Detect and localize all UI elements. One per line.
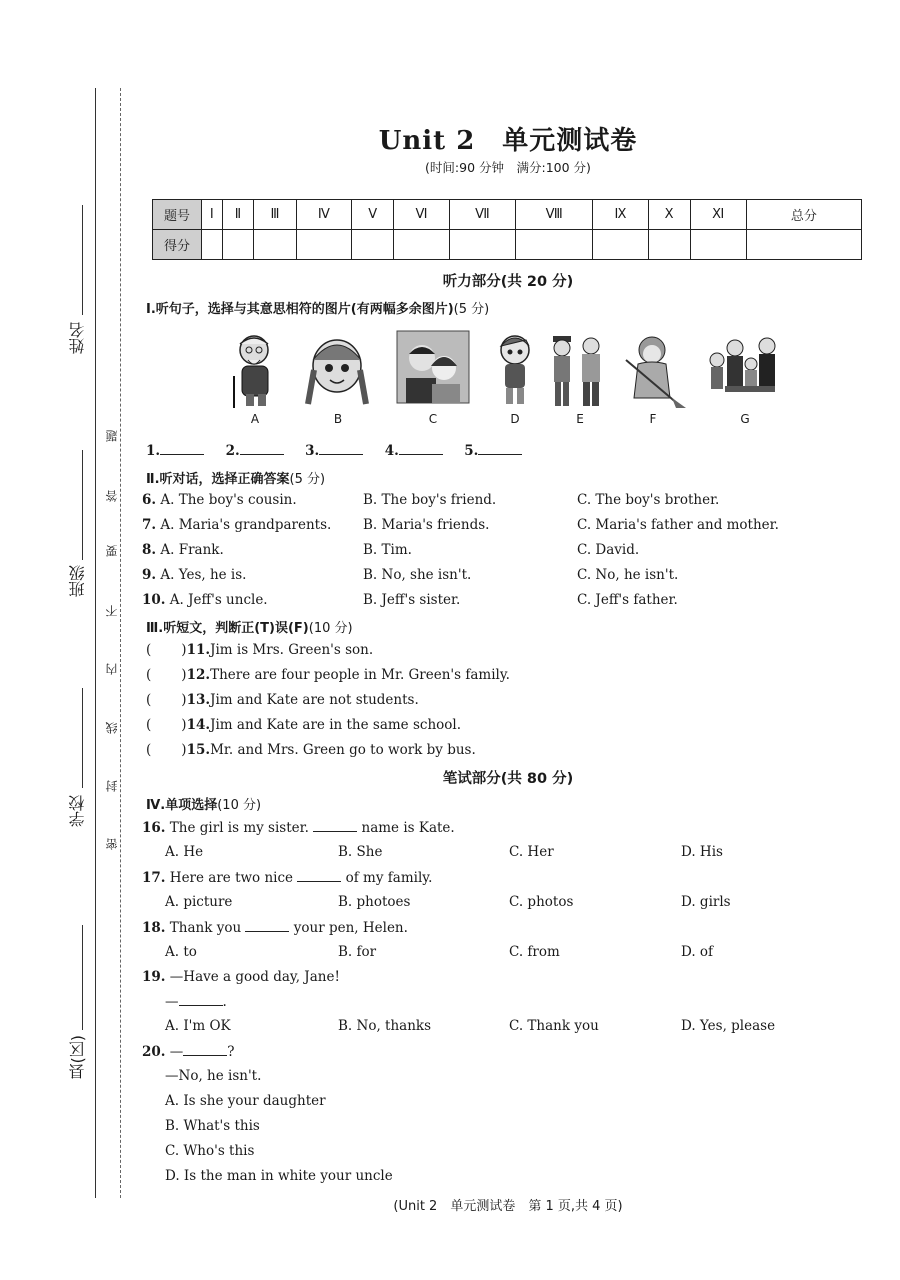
option-b[interactable]: B. No, she isn't. [363,567,472,583]
score-col-header: Ⅶ [449,200,515,230]
option-a[interactable]: A. picture [165,894,233,910]
tf-text: There are four people in Mr. Green's family. [210,667,510,683]
part2-heading-text: Ⅱ.听对话，选择正确答案 [146,472,290,487]
question-text: name is Kate. [361,820,455,836]
score-col-header: Ⅴ [352,200,394,230]
option-a[interactable]: A. Frank. [160,542,224,558]
answer-blank[interactable] [245,919,289,932]
question-16 [142,819,455,836]
question-17 [142,869,432,886]
answer-number: 2. [225,443,240,459]
option-d[interactable]: D. His [681,844,723,860]
picture-g-family [705,330,779,410]
tf-item [146,742,476,758]
class-blank [82,450,83,560]
question-20 [142,1043,235,1060]
picture-label: C [428,412,438,426]
tf-answer-bracket[interactable]: ( ) [146,642,187,658]
option-d[interactable]: D. girls [681,894,731,910]
name-label: 姓名 [68,322,87,354]
part4-heading [146,794,261,813]
tf-answer-bracket[interactable]: ( ) [146,667,187,683]
option-c[interactable]: C. The boy's brother. [577,492,720,508]
picture-a-grandfather [218,330,292,410]
score-cell[interactable] [648,230,690,260]
picture-c-couple-photo [396,330,470,410]
part3-heading [146,617,353,636]
score-cell[interactable] [690,230,746,260]
score-cell[interactable] [254,230,296,260]
score-col-header: Ⅱ [222,200,254,230]
score-col-header: Ⅷ [516,200,593,230]
option-b[interactable]: B. No, thanks [338,1018,431,1034]
row-label-score: 得分 [153,230,202,260]
question-row [142,592,268,608]
option-d[interactable]: D. Yes, please [681,1018,776,1034]
seal-char: 封 [105,780,119,792]
tf-number: 11. [186,642,211,658]
question-20-line2: —No, he isn't. [165,1068,262,1084]
answer-blank[interactable] [313,819,357,832]
option-c[interactable]: C. Maria's father and mother. [577,517,779,533]
question-text: Thank you [169,920,242,936]
seal-char: 密 [105,838,119,850]
answer-blank[interactable] [399,442,443,455]
score-value-row [153,230,862,260]
score-header-row [153,200,862,230]
seal-char: 线 [105,722,119,734]
picture-label: G [740,412,750,426]
part4-heading-text: Ⅳ.单项选择 [146,798,218,813]
option-c[interactable]: C. David. [577,542,640,558]
picture-e-two-men [543,330,617,410]
answer-blank[interactable] [240,442,284,455]
answer-number: 5. [464,443,479,459]
question-number: 10. [142,592,166,608]
question-19 [142,969,340,985]
question-number: 18. [142,920,166,936]
tf-item [146,717,461,733]
school-label: 学校 [68,795,87,827]
answer-number: 3. [305,443,320,459]
score-col-header: Ⅺ [690,200,746,230]
listening-section-title: 听力部分(共 20 分) [442,274,574,290]
option-a[interactable]: A. He [165,844,204,860]
answer-blank[interactable] [160,442,204,455]
question-number: 19. [142,969,166,985]
option-a[interactable]: A. Yes, he is. [160,567,247,583]
row-label-question-number: 题号 [153,200,202,230]
score-cell[interactable] [449,230,515,260]
option-c[interactable]: C. Jeff's father. [577,592,678,608]
punctuation: ? [227,1044,235,1060]
tf-text: Mr. and Mrs. Green go to work by bus. [210,742,476,758]
option-b[interactable]: B. The boy's friend. [363,492,497,508]
part1-points: (5 分) [453,302,490,317]
score-cell[interactable] [746,230,861,260]
picture-label: D [510,412,520,426]
option-b[interactable]: B. She [338,844,383,860]
punctuation: . [222,994,227,1010]
score-cell[interactable] [593,230,648,260]
option-c[interactable]: C. photos [509,894,574,910]
picture-label: A [250,412,260,426]
option-d[interactable]: D. Is the man in white your uncle [165,1168,393,1184]
answer-number: 4. [384,443,399,459]
part2-heading [146,468,325,487]
writing-section-title: 笔试部分(共 80 分) [442,771,574,787]
answer-number: 1. [146,443,161,459]
question-text: Here are two nice [169,870,294,886]
question-text: of my family. [345,870,433,886]
part2-points: (5 分) [289,472,326,487]
tf-answer-bracket[interactable]: ( ) [146,717,187,733]
dialogue-dash: — [169,1044,184,1060]
score-col-header: Ⅳ [296,200,351,230]
option-c[interactable]: C. from [509,944,560,960]
seal-char: 内 [105,663,119,675]
score-col-header: Ⅹ [648,200,690,230]
question-18 [142,919,408,936]
county-blank [82,925,83,1030]
option-a[interactable]: A. Maria's grandparents. [160,517,332,533]
score-col-header: Ⅰ [202,200,223,230]
tf-number: 15. [186,742,211,758]
option-c[interactable]: C. Her [509,844,554,860]
score-col-header: Ⅵ [394,200,449,230]
question-number: 16. [142,820,166,836]
picture-label: F [649,412,657,426]
option-a[interactable]: A. to [165,944,197,960]
picture-b-girl [300,330,374,410]
question-number: 20. [142,1044,166,1060]
option-c[interactable]: C. No, he isn't. [577,567,679,583]
tf-item [146,667,510,683]
tf-number: 12. [186,667,211,683]
page-footer: (Unit 2 单元测试卷 第 1 页,共 4 页) [393,1199,623,1214]
part1-heading [146,298,489,317]
question-text: The girl is my sister. [169,820,309,836]
option-b[interactable]: B. for [338,944,377,960]
seal-char: 答 [105,490,119,502]
answer-blank[interactable] [297,869,341,882]
tf-text: Jim and Kate are in the same school. [210,717,462,733]
answer-blank[interactable] [179,993,223,1006]
part3-heading-text: Ⅲ.听短文，判断正(T)误(F) [146,621,309,636]
question-row [142,567,246,583]
question-row [142,492,297,508]
option-a[interactable]: A. Jeff's uncle. [169,592,268,608]
option-c[interactable]: C. Thank you [509,1018,599,1034]
binding-solid-line [95,88,96,1198]
option-b[interactable]: B. Jeff's sister. [363,592,461,608]
option-a[interactable]: A. The boy's cousin. [160,492,297,508]
score-col-header: 总分 [746,200,861,230]
answer-blank[interactable] [319,442,363,455]
part1-heading-text: Ⅰ.听句子，选择与其意思相符的图片(有两幅多余图片) [146,302,454,317]
seal-char: 不 [105,605,119,617]
county-label: 县(区) [68,1035,87,1080]
answer-blank[interactable] [183,1043,227,1056]
question-number: 17. [142,870,166,886]
part3-points: (10 分) [308,621,353,636]
option-c[interactable]: C. Who's this [165,1143,255,1159]
score-cell[interactable] [516,230,593,260]
picture-d-boy [478,330,552,410]
tf-answer-bracket[interactable]: ( ) [146,692,187,708]
tf-number: 13. [186,692,211,708]
question-number: 9. [142,567,157,583]
score-table [152,199,862,260]
tf-item [146,642,373,658]
question-number: 8. [142,542,157,558]
option-a[interactable]: A. I'm OK [165,1018,231,1034]
tf-text: Jim and Kate are not students. [210,692,419,708]
option-a[interactable]: A. Is she your daughter [165,1093,326,1109]
class-label: 班级 [68,565,87,597]
part4-points: (10 分) [217,798,262,813]
option-b[interactable]: B. Maria's friends. [363,517,490,533]
picture-label: B [333,412,343,426]
tf-item [146,692,419,708]
question-text: your pen, Helen. [293,920,408,936]
score-cell[interactable] [296,230,351,260]
tf-text: Jim is Mrs. Green's son. [210,642,374,658]
question-number: 7. [142,517,157,533]
seal-char: 题 [105,430,119,442]
option-b[interactable]: B. photoes [338,894,411,910]
score-cell[interactable] [222,230,254,260]
name-blank [82,205,83,315]
answer-blank[interactable] [478,442,522,455]
score-cell[interactable] [394,230,449,260]
score-cell[interactable] [352,230,394,260]
question-19-line2 [165,993,227,1010]
binding-dashed-line [120,88,121,1198]
tf-answer-bracket[interactable]: ( ) [146,742,187,758]
question-row [142,542,224,558]
question-row [142,517,331,533]
score-col-header: Ⅸ [593,200,648,230]
score-col-header: Ⅲ [254,200,296,230]
question-number: 6. [142,492,157,508]
option-d[interactable]: D. of [681,944,714,960]
question-text: —Have a good day, Jane! [169,969,340,985]
score-cell[interactable] [202,230,223,260]
page-title: Unit 2 单元测试卷 [378,126,638,156]
seal-char: 要 [105,545,119,557]
option-b[interactable]: B. Tim. [363,542,412,558]
dialogue-dash: — [165,994,179,1010]
picture-label: E [576,412,584,426]
page-subtitle: (时间:90 分钟 满分:100 分) [425,160,591,175]
option-b[interactable]: B. What's this [165,1118,260,1134]
picture-f-grandmother-sweeping [618,330,692,410]
tf-number: 14. [186,717,211,733]
part1-answer-row [146,442,522,459]
